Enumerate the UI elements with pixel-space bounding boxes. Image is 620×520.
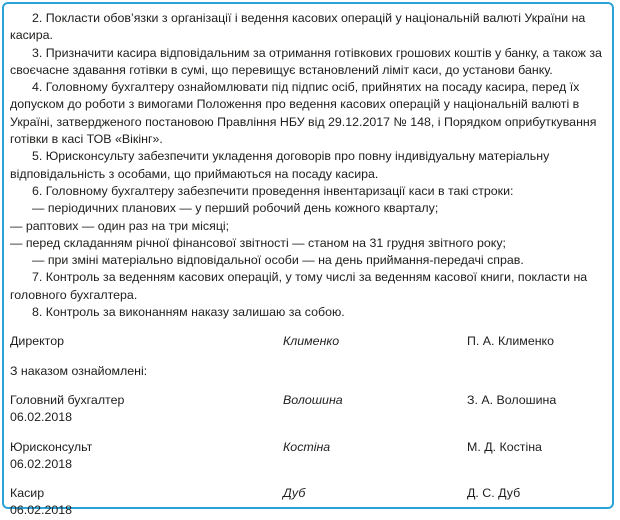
acquainted-label-text: З наказом ознайомлені: bbox=[10, 363, 148, 378]
director-signature: Клименко bbox=[283, 334, 340, 349]
signer-row bbox=[10, 392, 606, 427]
signer-position: Касир bbox=[10, 486, 45, 501]
paragraph-2: 2. Покласти обов’язки з організації і ведення касових операцій у національній валюті України на касира. bbox=[10, 11, 586, 43]
director-position: Директор bbox=[10, 334, 64, 349]
paragraph-5: 5. Юрисконсульту забезпечити укладення договорів про повну індивідуальну матеріальну відповідальність з особами, що приймаються на посаду касира. bbox=[10, 149, 550, 181]
paragraph-8: 8. Контроль за виконанням наказу залишаю за собою. bbox=[32, 305, 345, 320]
paragraph-7: 7. Контроль за веденням касових операцій, у тому числі за веденням касової книги, покласти на головного бухгалтера. bbox=[10, 270, 588, 302]
list-item-sudden: — раптових — один раз на три місяці; bbox=[10, 218, 230, 233]
signer-date: 06.02.2018 bbox=[10, 410, 73, 425]
list-item-periodic: — періодичних планових — у перший робочий день кожного кварталу; bbox=[32, 201, 439, 216]
director-row bbox=[10, 333, 606, 350]
signer-row bbox=[10, 439, 606, 474]
paragraph-4: 4. Головному бухгалтеру ознайомлювати під підпис осіб, прийнятих на посаду касира, перед їх допуском до роботи з вимогами Положення про ведення касових операцій у національній валюті в Україні, затвердженого постановою Правління НБУ від 29.12.2017 № 148, і Порядком оприбуткування готівки в касі ТОВ «Вікінг». bbox=[10, 80, 597, 147]
director-name: П. А. Клименко bbox=[467, 334, 555, 349]
signer-name: М. Д. Костіна bbox=[467, 439, 542, 454]
signer-signature: Костіна bbox=[283, 439, 331, 454]
signer-date: 06.02.2018 bbox=[10, 503, 73, 518]
list-item-annual: — перед складанням річної фінансової звітності — станом на 31 грудня звітного року; bbox=[10, 235, 506, 250]
signer-position: Головний бухгалтер bbox=[10, 392, 125, 407]
signer-name: Д. С. Дуб bbox=[467, 486, 521, 501]
signer-signature: Дуб bbox=[283, 486, 306, 501]
paragraph-6: 6. Головному бухгалтеру забезпечити проведення інвентаризації каси в такі строки: bbox=[32, 183, 514, 198]
signer-name: З. А. Волошина bbox=[467, 392, 557, 407]
signer-date: 06.02.2018 bbox=[10, 456, 73, 471]
list-item-change: — при зміні матеріально відповідальної особи — на день приймання-передачі справ. bbox=[32, 253, 524, 268]
order-document bbox=[10, 10, 606, 520]
signer-signature: Волошина bbox=[283, 392, 343, 407]
paragraph-3: 3. Призначити касира відповідальним за отримання готівкових грошових коштів у банку, а також за своєчасне здавання готівки в сумі, що перевищує встановлений ліміт каси, до установи банку. bbox=[10, 45, 602, 77]
acquainted-label bbox=[10, 363, 606, 380]
signer-position: Юрисконсульт bbox=[10, 439, 93, 454]
